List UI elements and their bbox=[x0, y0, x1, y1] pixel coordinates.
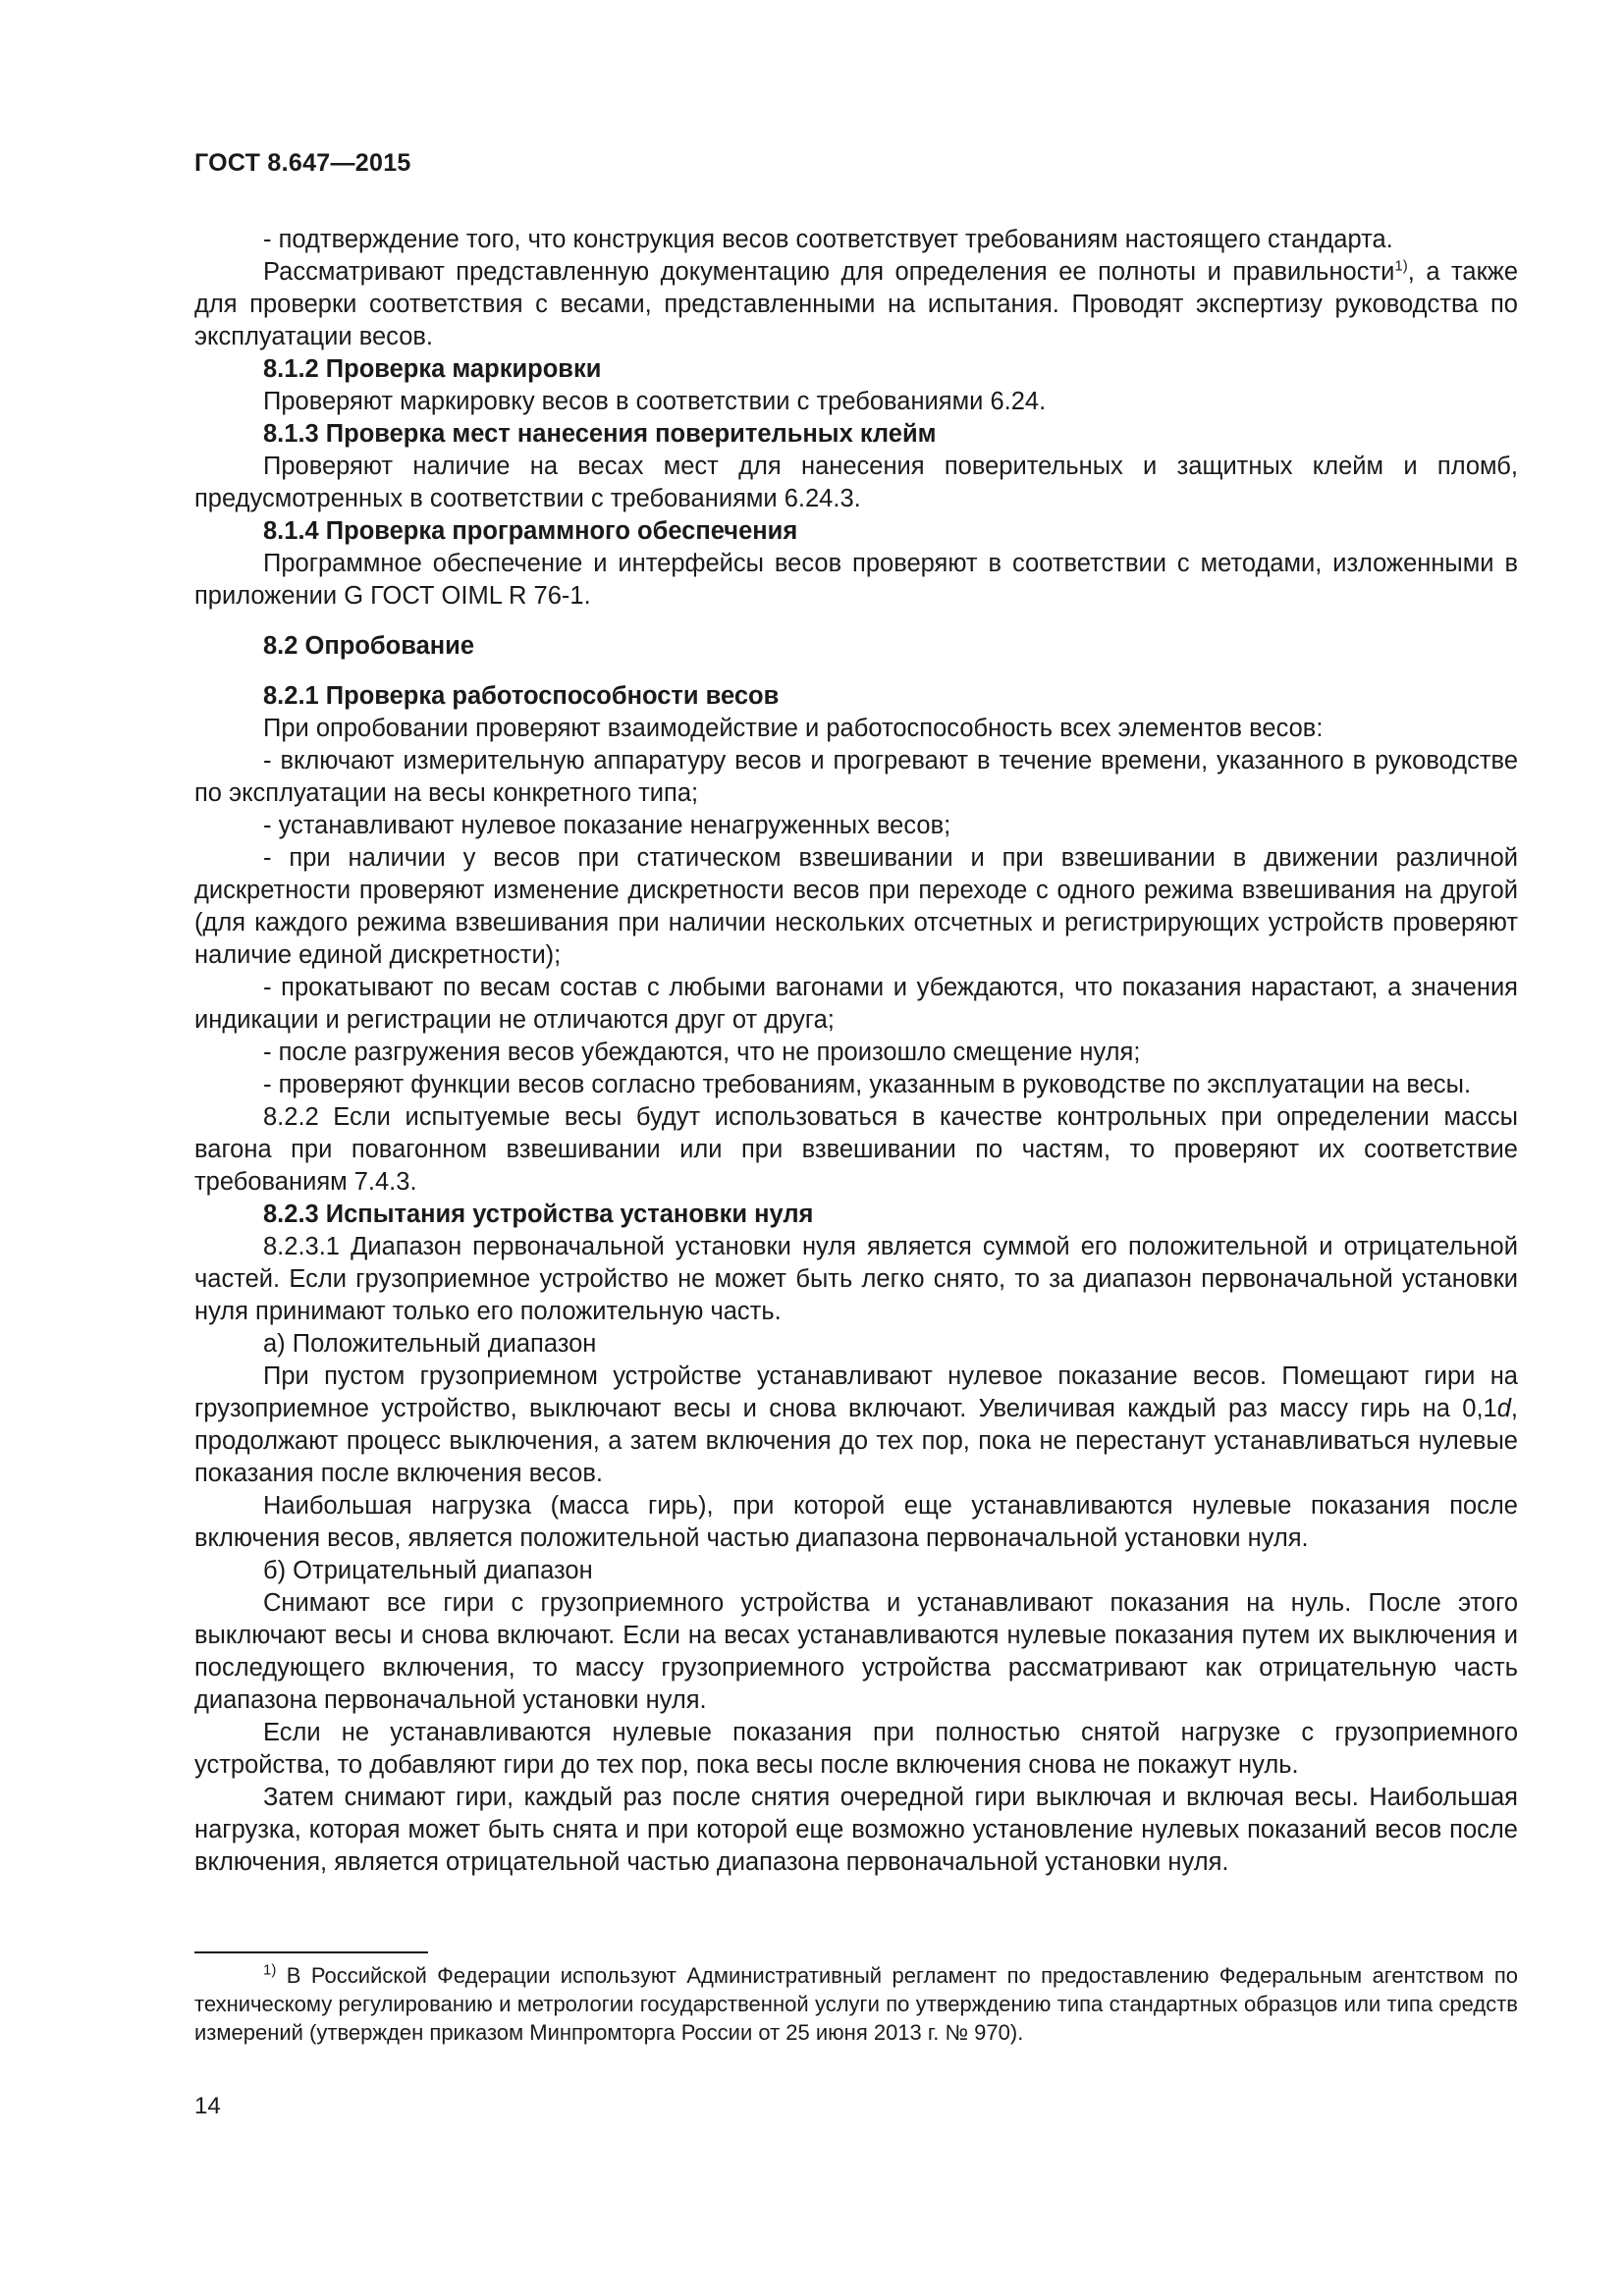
section-heading bbox=[194, 1199, 1518, 1231]
paragraph-text: - включают измерительную аппаратуру весов и прогревают в течение времени, указанного в руководстве по эксплуатации на весы конкретного типа; bbox=[194, 747, 1518, 807]
paragraph-text: 8.1.4 Проверка программного обеспечения bbox=[263, 517, 798, 545]
paragraph-text: 8.2.1 Проверка работоспособности весов bbox=[263, 682, 780, 710]
paragraph-text: - проверяют функции весов согласно требованиям, указанным в руководстве по эксплуатации на весы. bbox=[263, 1071, 1472, 1098]
paragraph bbox=[194, 810, 1518, 842]
italic-symbol: d bbox=[1496, 1395, 1511, 1422]
paragraph bbox=[194, 1069, 1518, 1101]
paragraph bbox=[194, 224, 1518, 256]
page-header-doc-id: ГОСТ 8.647—2015 bbox=[194, 149, 411, 177]
paragraph-text-continued: , продолжают процесс выключения, а затем включения до тех пор, пока не перестанут устанавливаться нулевые показания после включения весов. bbox=[194, 1395, 1518, 1487]
paragraph bbox=[194, 386, 1518, 418]
paragraph bbox=[194, 1101, 1518, 1199]
paragraph bbox=[194, 972, 1518, 1037]
paragraph-text: - прокатывают по весам состав с любыми вагонами и убеждаются, что показания нарастают, а значения индикации и регистрации не отличаются друг от друга; bbox=[194, 974, 1518, 1034]
footnote-separator bbox=[194, 1951, 428, 1953]
paragraph-text: - при наличии у весов при статическом взвешивании и при взвешивании в движении различной дискретности проверяют изменение дискретности весов при переходе с одного режима взвешивания на другой (для каждого режима взвешивания при наличии нескольких отсчетных и регистрирующих устройств проверяют наличие единой дискретности); bbox=[194, 844, 1518, 969]
paragraph bbox=[194, 451, 1518, 515]
paragraph bbox=[194, 842, 1518, 972]
paragraph-text: При пустом грузоприемном устройстве устанавливают нулевое показание весов. Помещают гири на грузоприемное устройство, выключают весы и снова включают. Увеличивая каждый раз массу гирь на 0,1 bbox=[194, 1362, 1518, 1422]
section-heading bbox=[194, 418, 1518, 451]
paragraph-text: б) Отрицательный диапазон bbox=[263, 1557, 593, 1584]
paragraph-text: 8.2.3.1 Диапазон первоначальной установки нуля является суммой его положительной и отрицательной частей. Если грузоприемное устройство не может быть легко снято, то за диапазон первоначальной установки нуля принимают только его положительную часть. bbox=[194, 1233, 1518, 1325]
paragraph-text: а) Положительный диапазон bbox=[263, 1330, 597, 1358]
section-heading bbox=[194, 680, 1518, 713]
footnote-marker: 1) bbox=[263, 1961, 277, 1979]
paragraph-text: Наибольшая нагрузка (масса гирь), при которой еще устанавливаются нулевые показания после включения весов, является положительной частью диапазона первоначальной установки нуля. bbox=[194, 1492, 1518, 1552]
paragraph bbox=[194, 1555, 1518, 1587]
paragraph-text: Программное обеспечение и интерфейсы весов проверяют в соответствии с методами, изложенными в приложении G ГОСТ OIML R 76-1. bbox=[194, 550, 1518, 610]
paragraph bbox=[194, 745, 1518, 810]
paragraph-text: - после разгружения весов убеждаются, что не произошло смещение нуля; bbox=[263, 1039, 1141, 1066]
paragraph bbox=[194, 1231, 1518, 1328]
paragraph-text: 8.2 Опробование bbox=[263, 632, 475, 660]
paragraph-text: Если не устанавливаются нулевые показания при полностью снятой нагрузке с грузоприемного устройства, то добавляют гири до тех пор, пока весы после включения снова не покажут нуль. bbox=[194, 1719, 1518, 1779]
paragraph-text: - подтверждение того, что конструкция весов соответствует требованиям настоящего стандарта. bbox=[263, 226, 1393, 253]
section-heading bbox=[194, 353, 1518, 386]
paragraph bbox=[194, 1328, 1518, 1361]
section-heading bbox=[194, 515, 1518, 548]
paragraph bbox=[194, 713, 1518, 745]
paragraph bbox=[194, 1782, 1518, 1879]
paragraph-text-continued: , а также для проверки соответствия с весами, представленными на испытания. Проводят экспертизу руководства по эксплуатации весов. bbox=[194, 258, 1518, 350]
section-heading bbox=[194, 630, 1518, 663]
paragraph bbox=[194, 1490, 1518, 1555]
paragraph-text: При опробовании проверяют взаимодействие и работоспособность всех элементов весов: bbox=[263, 715, 1324, 742]
page-number: 14 bbox=[194, 2093, 221, 2119]
paragraph bbox=[194, 1587, 1518, 1717]
paragraph-text: Проверяют наличие на весах мест для нанесения поверительных и защитных клейм и пломб, предусмотренных в соответствии с требованиями 6.24.3. bbox=[194, 453, 1518, 512]
paragraph-text: 8.2.2 Если испытуемые весы будут использоваться в качестве контрольных при определении массы вагона при повагонном взвешивании или при взвешивании по частям, то проверяют их соответствие требованиям 7.4.3. bbox=[194, 1103, 1518, 1196]
footnote-reference: 1) bbox=[1394, 257, 1408, 275]
body-text bbox=[194, 224, 1518, 1879]
paragraph bbox=[194, 548, 1518, 613]
paragraph bbox=[194, 1717, 1518, 1782]
footnote bbox=[194, 1961, 1518, 2047]
footnote-text: В Российской Федерации используют Административный регламент по предоставлению Федеральным агентством по техническому регулированию и метрологии государственной услуги по утверждению типа стандартных образцов или типа средств измерений (утвержден приказом Минпромторга России от 25 июня 2013 г. № 970). bbox=[194, 1963, 1518, 2045]
paragraph bbox=[194, 1361, 1518, 1490]
paragraph-text: 8.1.2 Проверка маркировки bbox=[263, 355, 602, 383]
paragraph-text: Снимают все гири с грузоприемного устройства и устанавливают показания на нуль. После этого выключают весы и снова включают. Если на весах устанавливаются нулевые показания путем их выключения и последующего включения, то массу грузоприемного устройства рассматривают как отрицательную часть диапазона первоначальной установки нуля. bbox=[194, 1589, 1518, 1714]
paragraph-text: 8.1.3 Проверка мест нанесения поверительных клейм bbox=[263, 420, 937, 448]
paragraph-text: - устанавливают нулевое показание ненагруженных весов; bbox=[263, 812, 951, 839]
paragraph-text: Рассматривают представленную документацию для определения ее полноты и правильности bbox=[263, 258, 1395, 286]
paragraph bbox=[194, 256, 1518, 353]
paragraph-text: Затем снимают гири, каждый раз после снятия очередной гири выключая и включая весы. Наибольшая нагрузка, которая может быть снята и при которой еще возможно установление нулевых показаний весов после включения, является отрицательной частью диапазона первоначальной установки нуля. bbox=[194, 1784, 1518, 1876]
paragraph-text: Проверяют маркировку весов в соответствии с требованиями 6.24. bbox=[263, 388, 1047, 415]
paragraph bbox=[194, 1037, 1518, 1069]
paragraph-text: 8.2.3 Испытания устройства установки нуля bbox=[263, 1201, 814, 1228]
